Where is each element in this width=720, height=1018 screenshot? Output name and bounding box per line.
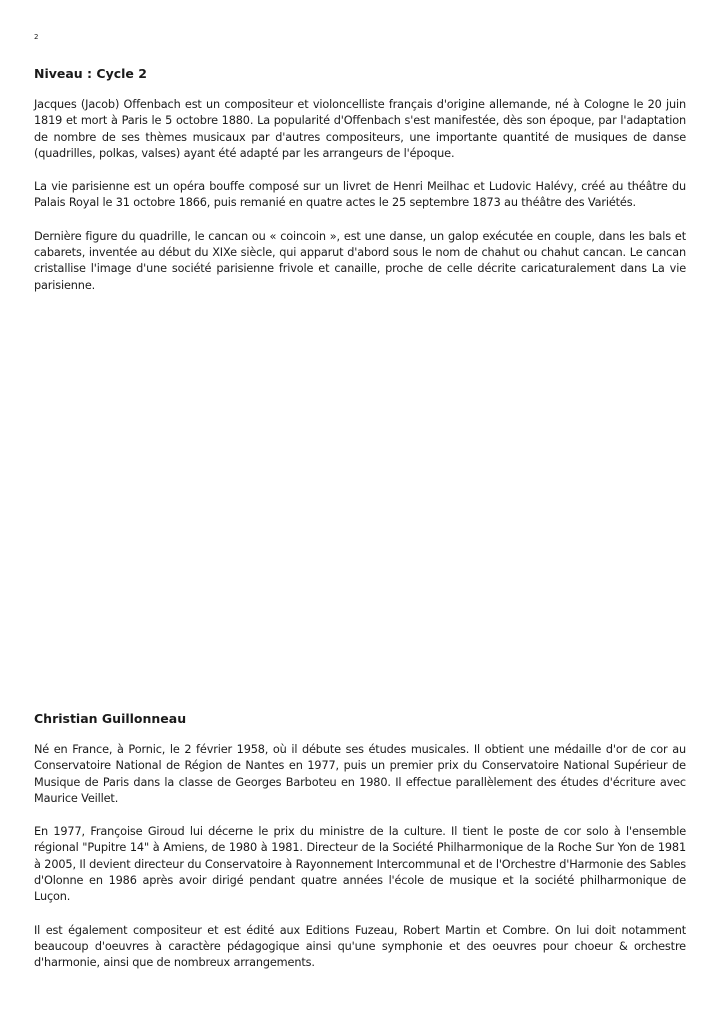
level-heading: Niveau : Cycle 2 [34,66,147,81]
cancan-paragraph: Dernière figure du quadrille, le cancan ou « coincoin », est une danse, un galop exécutée en couple, dans les bals et cabarets, inventée au début du XIXe siècle, qui apparut d'abord sous le nom de chahut ou chahut cancan. Le cancan cristallise l'image d'une société parisienne frivole et canaille, proche de celle décrite caricaturalement dans La vie parisienne. [34,229,686,292]
author-works-paragraph: Il est également compositeur et est édité aux Editions Fuzeau, Robert Martin et Combre. On lui doit notamment beaucoup d'oeuvres à caractère pédagogique ainsi qu'une symphonie et des oeuvres pour choeur & orchestre d'harmonie, ainsi que de nombreux arrangements. [34,923,686,970]
author-section [34,711,686,989]
author-education-paragraph: Né en France, à Pornic, le 2 février 1958, où il débute ses études musicales. Il obtient une médaille d'or de cor au Conservatoire National de Région de Nantes en 1977, puis un premier prix du Conservatoire National Supérieur de Musique de Paris dans la classe de Georges Barboteu en 1980. Il effectue parallèlement des études d'écriture avec Maurice Veillet. [34,743,686,805]
author-career-paragraph: En 1977, Françoise Giroud lui décerne le prix du ministre de la culture. Il tient le poste de cor solo à l'ensemble régional "Pupitre 14" à Amiens, de 1980 à 1981. Directeur de la Société Philharmonique de la Roche Sur Yon de 1981 à 2005, Il devient directeur du Conservatoire à Rayonnement Intercommunal et de l'Orchestre d'Harmonie des Sables d'Olonne en 1986 après avoir dirigé pendant quatre années l'école de musique et la société philharmonique de Luçon. [34,825,686,904]
page-number: 2 [34,33,39,41]
level-section [34,66,686,311]
vie-parisienne-paragraph: La vie parisienne est un opéra bouffe composé sur un livret de Henri Meilhac et Ludovic Halévy, créé au théâtre du Palais Royal le 31 octobre 1866, puis remanié en quatre actes le 25 septembre 1873 au théâtre des Variétés. [34,180,686,210]
offenbach-biography-paragraph: Jacques (Jacob) Offenbach est un compositeur et violoncelliste français d'origine allemande, né à Cologne le 20 juin 1819 et mort à Paris le 5 octobre 1880. La popularité d'Offenbach s'est manifestée, dès son époque, par l'adaptation de nombre de ses thèmes musicaux par d'autres compositeurs, une importante quantité de musiques de danse (quadrilles, polkas, valses) ayant été adapté par les arrangeurs de l'époque. [34,98,686,160]
author-heading: Christian Guillonneau [34,711,187,726]
